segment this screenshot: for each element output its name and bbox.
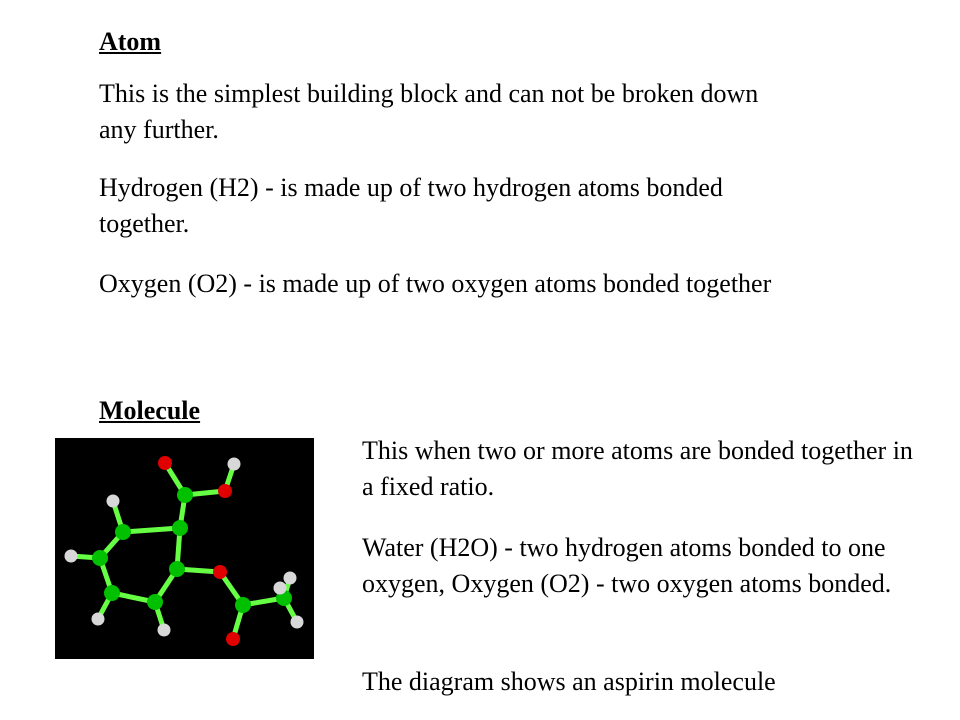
carbon-atom-0: [172, 520, 188, 536]
molecule-heading: Molecule: [99, 396, 201, 425]
carbon-atom-1: [115, 524, 131, 540]
hydrogen-atom-15: [291, 616, 304, 629]
diagram-caption-text: The diagram shows an aspirin molecule: [362, 667, 776, 696]
oxygen-atom-7: [158, 456, 172, 470]
carbon-atom-5: [169, 561, 185, 577]
hydrogen-atom-16: [274, 582, 287, 595]
carbon-atom-2: [92, 550, 108, 566]
atom-heading: Atom: [99, 27, 162, 56]
hydrogen-atom-19: [92, 613, 105, 626]
hydrogen-atom-18: [65, 550, 78, 563]
oxygen-description-text: Oxygen (O2) - is made up of two oxygen atoms bonded together: [99, 269, 772, 298]
atom-definition-text: This is the simplest building block and can not be broken down any further.: [99, 79, 759, 144]
aspirin-molecule-svg: [55, 438, 314, 659]
oxygen-atom-12: [226, 632, 240, 646]
carbon-atom-6: [177, 487, 193, 503]
oxygen-atom-10: [213, 565, 227, 579]
carbon-atom-11: [235, 597, 251, 613]
hydrogen-atom-14: [284, 572, 297, 585]
molecule-atoms: [65, 456, 304, 646]
carbon-atom-4: [147, 594, 163, 610]
bond-0: [123, 528, 180, 532]
hydrogen-atom-17: [107, 495, 120, 508]
hydrogen-atom-20: [158, 624, 171, 637]
hydrogen-atom-9: [228, 458, 241, 471]
water-description-text: Water (H2O) - two hydrogen atoms bonded to one oxygen, Oxygen (O2) - two oxygen atoms bonded.: [362, 533, 892, 598]
oxygen-atom-8: [218, 484, 232, 498]
carbon-atom-3: [104, 585, 120, 601]
molecule-definition-text: This when two or more atoms are bonded together in a fixed ratio.: [362, 436, 913, 501]
hydrogen-description-text: Hydrogen (H2) - is made up of two hydrogen atoms bonded together.: [99, 173, 723, 238]
aspirin-molecule-diagram: [55, 438, 314, 659]
